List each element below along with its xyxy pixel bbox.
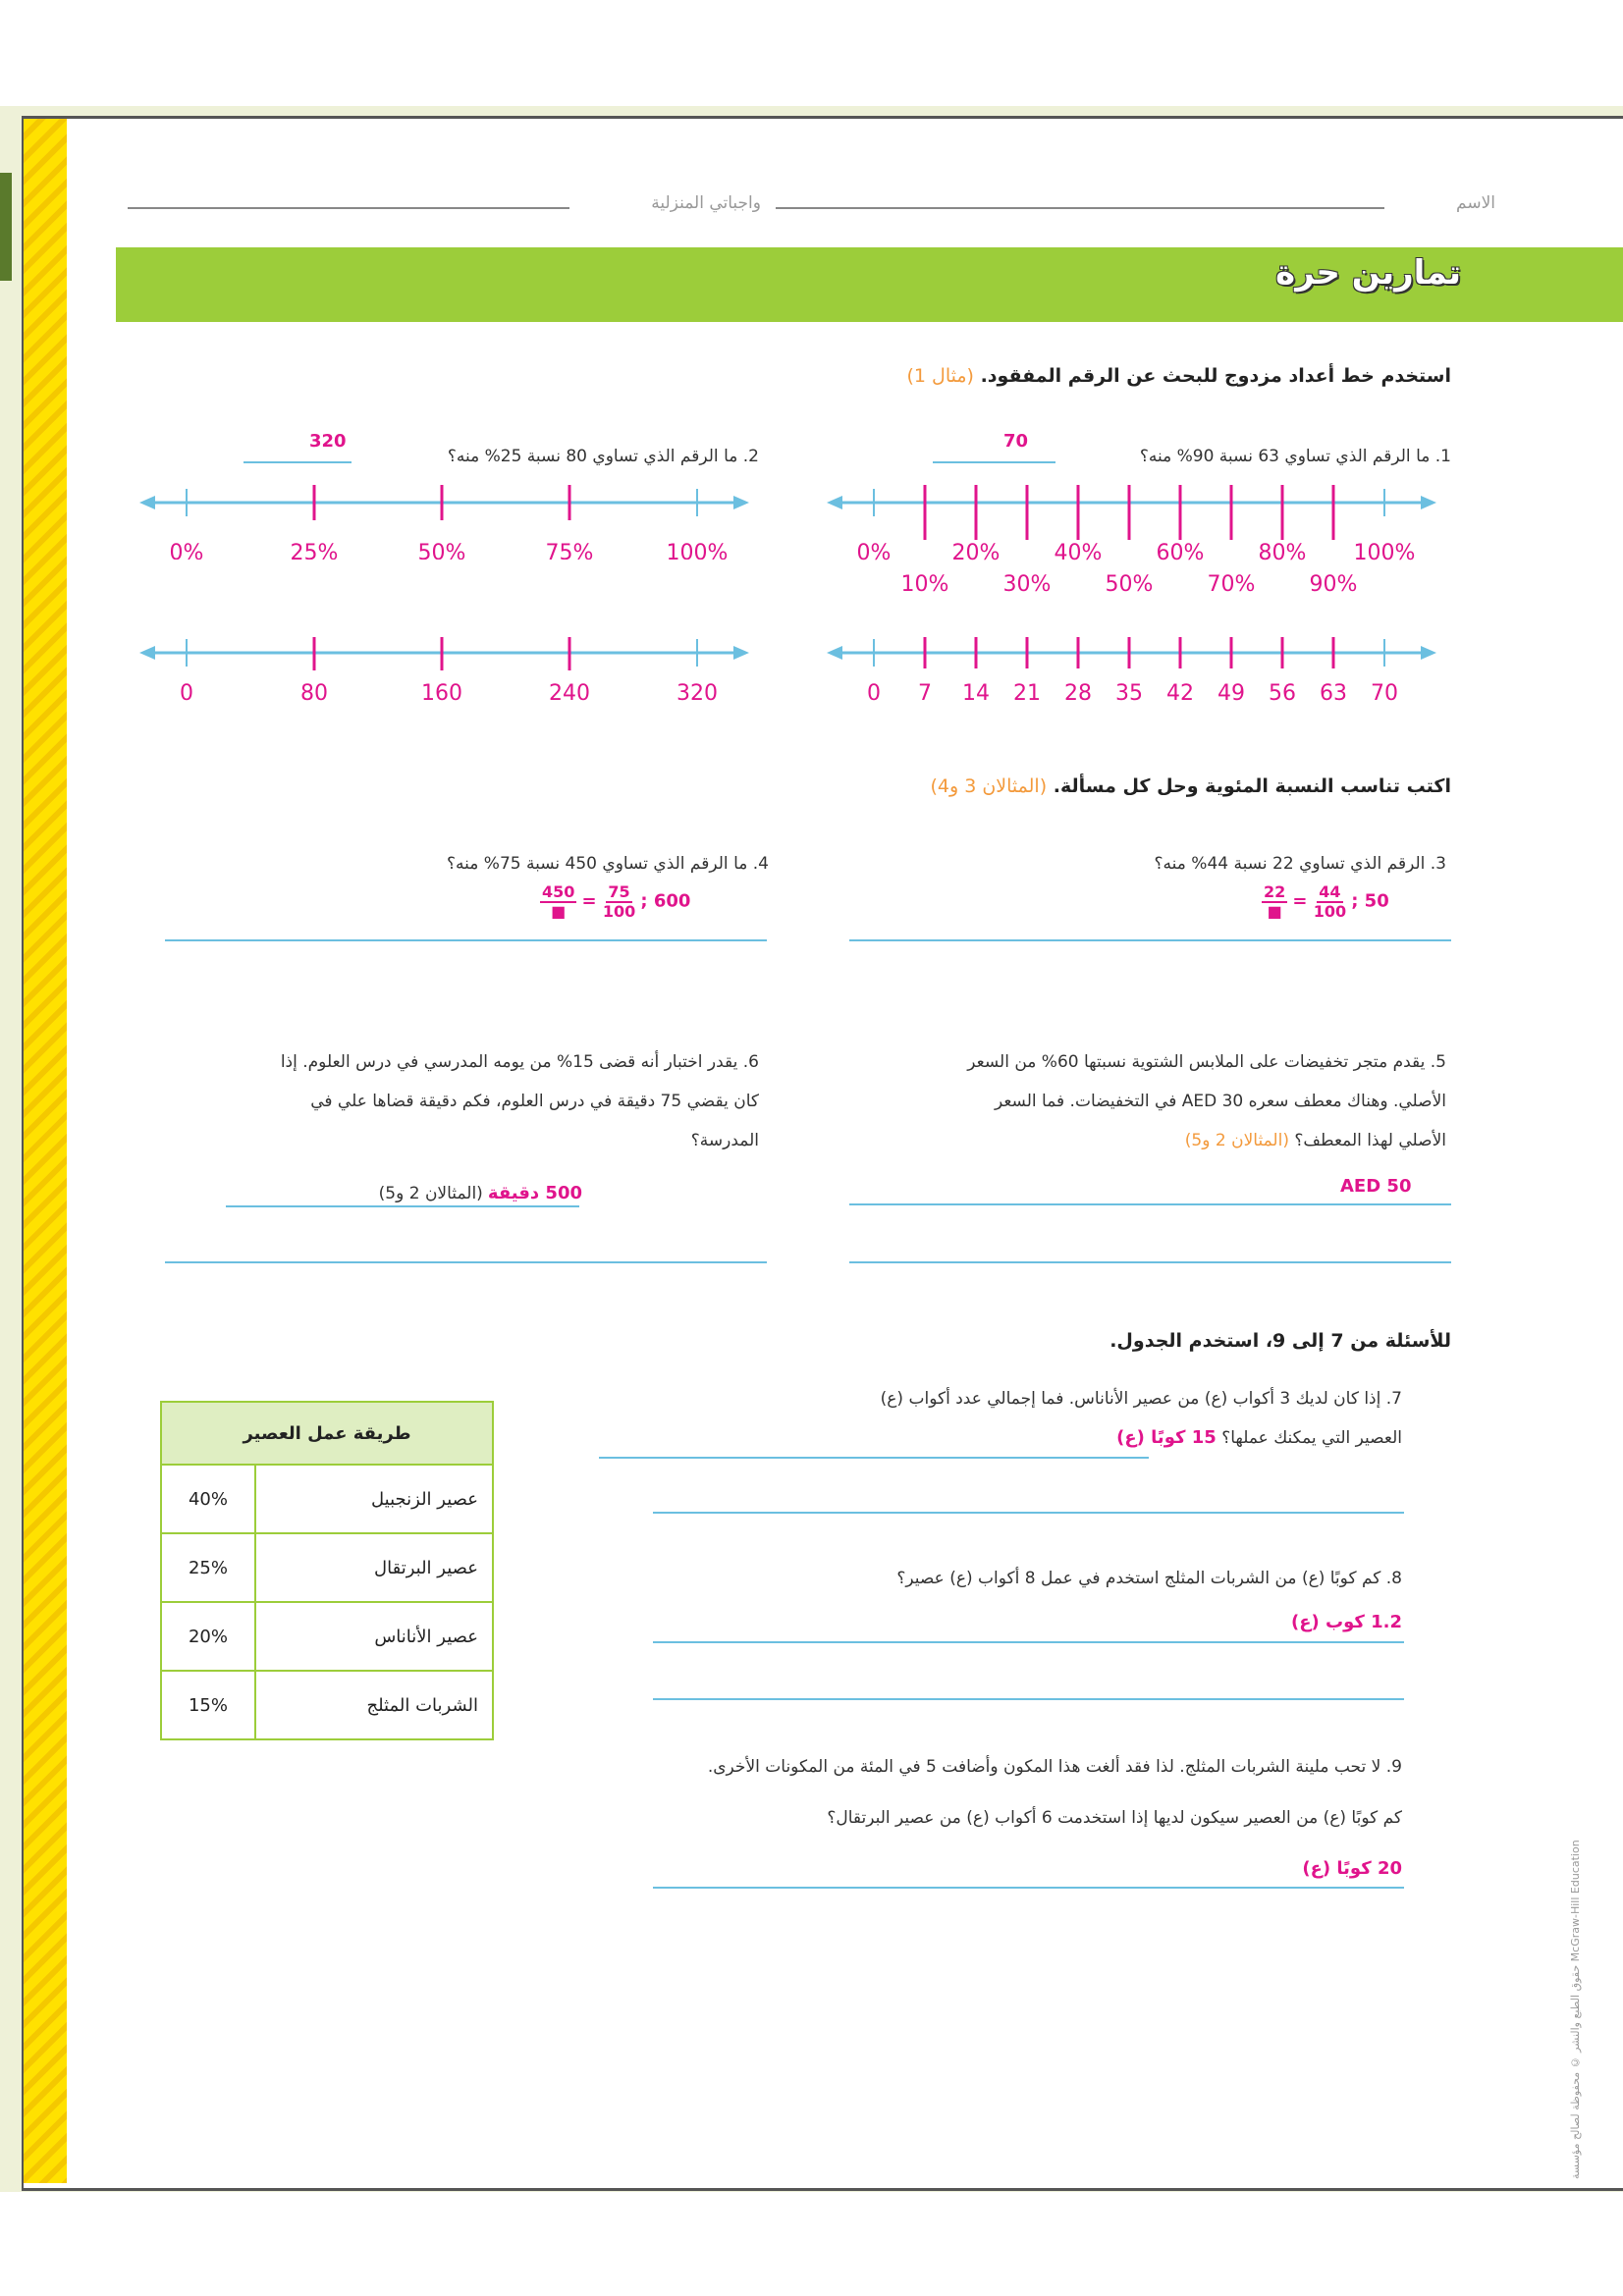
answer-3-line[interactable]: [849, 939, 1451, 941]
answer-5: AED 50: [1340, 1176, 1412, 1197]
section1-instruction: استخدم خط أعداد مزدوج للبحث عن الرقم المفقود. (مثال 1): [906, 365, 1451, 387]
answer-7-line-2[interactable]: [653, 1512, 1404, 1514]
header-line: [128, 207, 569, 209]
answer-6-line-2[interactable]: [165, 1261, 767, 1263]
nl1v-value-label: 35: [1115, 681, 1143, 706]
number-line-1-values: [825, 633, 1443, 712]
name-label: الاسم: [1456, 193, 1495, 213]
nl1v-value-label: 42: [1166, 681, 1194, 706]
nl1v-value-label: 14: [962, 681, 990, 706]
question-8: 8. كم كوبًا (ع) من الشربات المثلج استخدم في عمل 8 أكواب (ع) عصير؟: [896, 1569, 1402, 1588]
table-row: الشربات المثلج 15%: [161, 1671, 493, 1739]
nl1v-value-label: 28: [1064, 681, 1092, 706]
nl2v-axis: [139, 646, 749, 660]
nl2v-value-label: 160: [421, 681, 462, 706]
nl1-percent-label: 60%: [1156, 541, 1205, 565]
nl2v-value-label: 320: [676, 681, 718, 706]
question-9: 9. لا تحب ملينة الشربات المثلج. لذا فقد ألغت هذا المكون وأضافت 5 في المئة من المكونات الأخرى. كم كوبًا (ع) من العصير سيكون لديها إذا استخدمت 6 أكواب (ع) من عصير البرتقال؟: [707, 1757, 1402, 1828]
nl2-percent-label: 100%: [666, 541, 729, 560]
answer-6-line-1[interactable]: [226, 1205, 579, 1207]
nl2-percent-label: 75%: [545, 541, 594, 560]
answer-7-line-1[interactable]: [599, 1457, 1149, 1459]
nl2-axis: [139, 496, 749, 509]
nl1v-value-label: 21: [1013, 681, 1041, 706]
answer-3-fraction-2: $\frac{44}{100}$: [1313, 882, 1347, 921]
nl1v-axis: [827, 646, 1436, 660]
question-3: 3. الرقم الذي تساوي 22 نسبة 44% منه؟: [1154, 854, 1446, 874]
number-line-2-percent: [137, 481, 756, 560]
nl1v-value-label: 0: [867, 681, 881, 706]
answer-7: 15 كوبًا (ع): [1116, 1427, 1217, 1448]
answer-9-line[interactable]: [653, 1887, 1404, 1889]
table-row: عصير الأناناس 20%: [161, 1602, 493, 1671]
nl2v-value-label: 240: [549, 681, 590, 706]
nl1-percent-label: 0%: [856, 541, 892, 565]
question-1: 1. ما الرقم الذي تساوي 63 نسبة 90% منه؟: [1139, 447, 1451, 466]
question-5: 5. يقدم متجر تخفيضات على الملابس الشتوية نسبتها 60% من السعر الأصلي. وهناك معطف سعره 30 AED في التخفيضات. فما السعر الأصلي لهذا المعطف؟ (المثالان 2 و5): [967, 1052, 1446, 1150]
nl1-percent-label: 100%: [1353, 541, 1416, 565]
answer-3: $\frac{22}{■}$ = $\frac{44}{100}$ ; 50: [1264, 882, 1389, 921]
juice-recipe-table: [160, 1401, 494, 1740]
answer-3-fraction-1: $\frac{22}{■}$: [1264, 882, 1286, 921]
nl1v-value-label: 56: [1269, 681, 1296, 706]
question-2: 2. ما الرقم الذي تساوي 80 نسبة 25% منه؟: [447, 447, 759, 466]
nl2v-value-label: 80: [300, 681, 328, 706]
nl2-percent-label: 50%: [417, 541, 466, 560]
nl1v-value-label: 7: [918, 681, 932, 706]
nl2-percent-label: 0%: [169, 541, 204, 560]
nl1-percent-label-lower: 50%: [1105, 572, 1154, 597]
name-line[interactable]: [776, 207, 1384, 209]
question-4: 4. ما الرقم الذي تساوي 450 نسبة 75% منه؟: [447, 854, 769, 874]
section2-instruction: اكتب تناسب النسبة المئوية وحل كل مسألة. (المثالان 3 و4): [930, 775, 1451, 797]
nl1v-value-label: 70: [1371, 681, 1398, 706]
answer-4-fraction-1: $\frac{450}{■}$: [542, 882, 575, 921]
answer-2-line[interactable]: [243, 461, 352, 463]
answer-5-line-2[interactable]: [849, 1261, 1451, 1263]
nl1v-value-label: 63: [1320, 681, 1347, 706]
nl1-axis: [827, 496, 1436, 509]
table-row: عصير الزنجبيل 40%: [161, 1465, 493, 1533]
nl1v-value-label: 49: [1217, 681, 1245, 706]
nl1-percent-label-lower: 90%: [1309, 572, 1358, 597]
answer-4-line[interactable]: [165, 939, 767, 941]
page-title: تمارين حرة: [1275, 253, 1461, 293]
copyright-side-text: حقوق الطبع والنشر © محفوظة لصالح مؤسسة McGraw-Hill Education: [1569, 1840, 1582, 2179]
answer-8: 1.2 كوب (ع): [1290, 1612, 1402, 1632]
nl1-percent-label: 20%: [951, 541, 1001, 565]
answer-1-line[interactable]: [933, 461, 1055, 463]
nl1-percent-label: 40%: [1054, 541, 1103, 565]
nl1-percent-label-lower: 10%: [900, 572, 949, 597]
nl1-percent-label: 80%: [1258, 541, 1307, 565]
section3-instruction: للأسئلة من 7 إلى 9، استخدم الجدول.: [1109, 1330, 1451, 1352]
question-6: 6. يقدر اختبار أنه قضى 15% من يومه المدرسي في درس العلوم. إذا كان يقضي 75 دقيقة في درس العلوم، فكم دقيقة قضاها علي في المدرسة؟: [280, 1052, 759, 1150]
chapter-tab: [0, 173, 12, 281]
number-line-1-percent: [825, 481, 1443, 599]
nl2v-value-label: 0: [180, 681, 193, 706]
answer-4: $\frac{450}{■}$ = $\frac{75}{100}$ ; 600: [542, 882, 691, 921]
nl1-percent-label-lower: 70%: [1207, 572, 1256, 597]
answer-2: 320: [309, 431, 347, 452]
answer-8-line-1[interactable]: [653, 1641, 1404, 1643]
nl1-percent-label-lower: 30%: [1002, 572, 1052, 597]
answer-5-line-1[interactable]: [849, 1203, 1451, 1205]
table-title: طريقة عمل العصير: [161, 1402, 493, 1465]
answer-8-line-2[interactable]: [653, 1698, 1404, 1700]
answer-9: 20 كوبًا (ع): [1302, 1858, 1402, 1879]
answer-4-fraction-2: $\frac{75}{100}$: [602, 882, 636, 921]
answer-6: 500 دقيقة (المثالان 2 و5): [378, 1183, 582, 1203]
table-row: عصير البرتقال 25%: [161, 1533, 493, 1602]
question-7: 7. إذا كان لديك 3 أكواب (ع) من عصير الأناناس. فما إجمالي عدد أكواب (ع) العصير التي يمكنك عملها؟ 15 كوبًا (ع): [880, 1389, 1402, 1448]
yellow-stripe: [24, 119, 67, 2183]
homework-label: واجباتي المنزلية: [651, 193, 761, 213]
nl2-percent-label: 25%: [290, 541, 339, 560]
number-line-2-values: [137, 633, 756, 712]
answer-1: 70: [1003, 431, 1029, 452]
